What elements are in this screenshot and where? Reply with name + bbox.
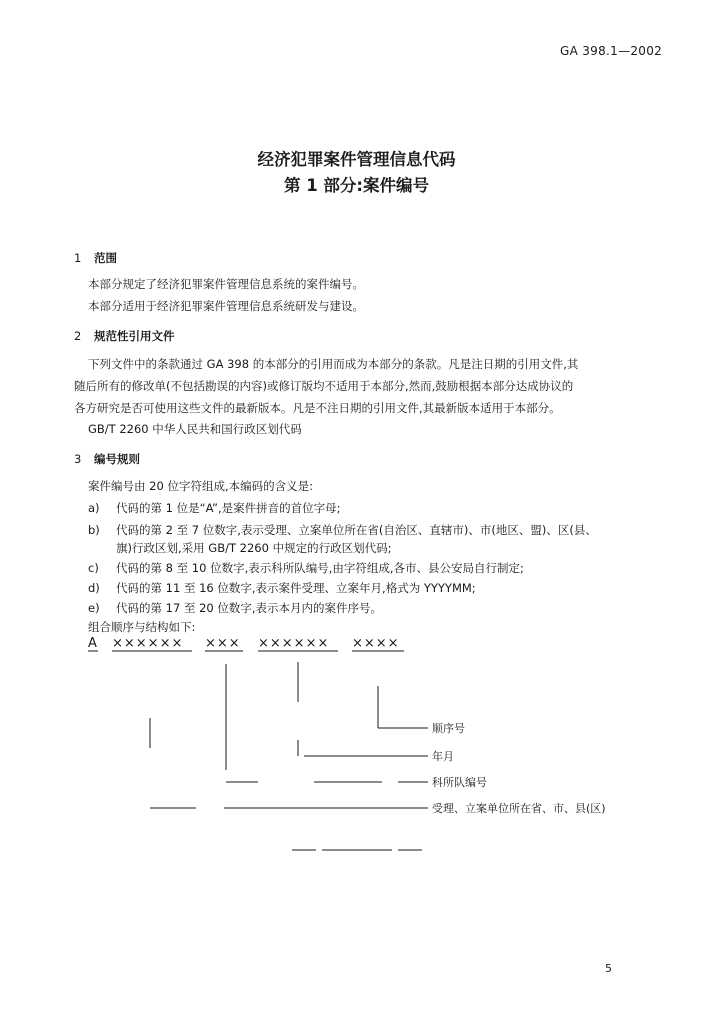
label-year-month: 年月 [432, 750, 454, 763]
paragraph: 组合顺序与结构如下: [88, 620, 196, 634]
list-item-text: 代码的第 11 至 16 位数字,表示案件受理、立案年月,格式为 YYYYMM; [116, 581, 476, 595]
label-unit-number: 科所队编号 [432, 776, 487, 789]
list-item-text: 代码的第 2 至 7 位数字,表示受理、立案单位所在省(自治区、直辖市)、市(地区、盟)、区(县、 [116, 523, 597, 537]
label-region: 受理、立案单位所在省、市、县(区) [432, 802, 606, 815]
segment-sequence-code: ×××× [352, 636, 400, 651]
section-title: 范围 [94, 251, 117, 265]
label-sequence-number: 顺序号 [432, 722, 465, 735]
document-title: 经济犯罪案件管理信息代码 [257, 150, 456, 169]
list-item-continuation: 旗)行政区划,采用 GB/T 2260 中规定的行政区划代码; [116, 541, 392, 555]
normative-reference: GB/T 2260 中华人民共和国行政区划代码 [88, 422, 302, 436]
section-number: 2 [74, 329, 82, 343]
segment-letter-a: A [88, 636, 98, 651]
section-number: 1 [74, 251, 82, 265]
section-number: 3 [74, 452, 82, 466]
document-subtitle: 第 1 部分:案件编号 [283, 176, 430, 195]
list-marker: a) [88, 501, 100, 515]
standard-code: GA 398.1—2002 [560, 44, 663, 58]
page-number: 5 [605, 962, 612, 975]
list-item-text: 代码的第 17 至 20 位数字,表示本月内的案件序号。 [116, 601, 383, 615]
list-marker: e) [88, 601, 100, 615]
list-item-text: 代码的第 8 至 10 位数字,表示科所队编号,由字符组成,各市、县公安局自行制定; [116, 561, 524, 575]
paragraph-line: 随后所有的修改单(不包括勘误的内容)或修订版均不适用于本部分,然而,鼓励根据本部分达成协议的 [74, 379, 574, 393]
section-title: 编号规则 [94, 452, 140, 466]
paragraph-line: 各方研究是否可使用这些文件的最新版本。凡是不注日期的引用文件,其最新版本适用于本部分。 [74, 401, 561, 415]
list-marker: c) [88, 561, 99, 575]
diagram-lines [88, 651, 428, 850]
segment-region-code: ×××××× [112, 636, 184, 651]
list-marker: d) [88, 581, 100, 595]
list-item-text: 代码的第 1 位是“A”,是案件拼音的首位字母; [116, 501, 341, 515]
segment-unit-code: ××× [205, 636, 241, 651]
segment-month-code: ×××××× [258, 636, 330, 651]
paragraph: 本部分适用于经济犯罪案件管理信息系统研发与建设。 [88, 299, 364, 313]
paragraph: 本部分规定了经济犯罪案件管理信息系统的案件编号。 [88, 277, 364, 291]
list-marker: b) [88, 523, 100, 537]
paragraph-line: 下列文件中的条款通过 GA 398 的本部分的引用而成为本部分的条款。凡是注日期的引用文件,其 [88, 357, 579, 371]
paragraph: 案件编号由 20 位字符组成,本编码的含义是: [88, 479, 313, 493]
section-title: 规范性引用文件 [94, 329, 175, 343]
